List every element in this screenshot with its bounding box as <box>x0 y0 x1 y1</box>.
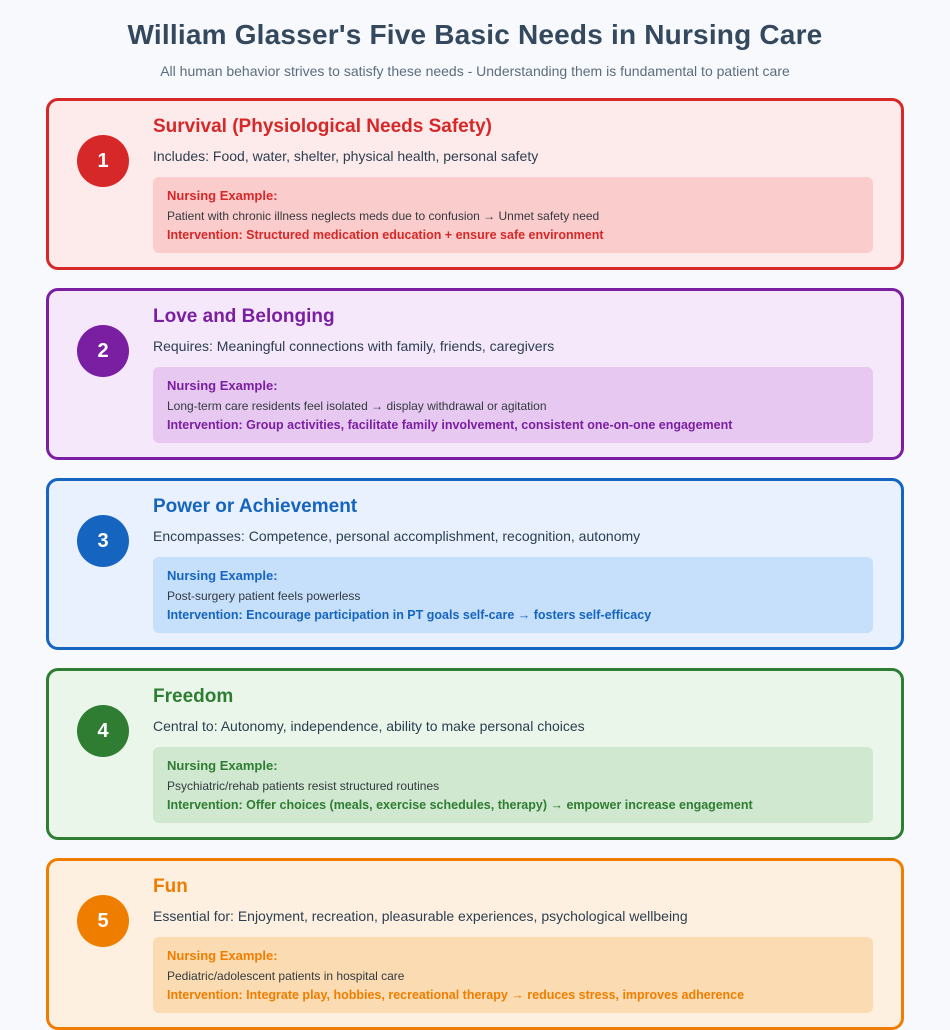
need-description: Central to: Autonomy, independence, ability to make personal choices <box>153 718 585 734</box>
need-description: Requires: Meaningful connections with family, friends, caregivers <box>153 338 555 354</box>
need-description: Encompasses: Competence, personal accomplishment, recognition, autonomy <box>153 528 641 544</box>
intervention-text: Intervention: Group activities, facilitate family involvement, consistent one-on-one engagement <box>167 418 733 432</box>
nursing-example-box <box>153 177 873 253</box>
need-body <box>153 305 873 443</box>
nursing-example-text: Psychiatric/rehab patients resist structured routines <box>167 779 440 793</box>
page-header <box>0 0 950 80</box>
nursing-example-label: Nursing Example: <box>167 568 278 583</box>
intervention-text: Intervention: Offer choices (meals, exercise schedules, therapy) → empower increase engagement <box>167 798 753 812</box>
need-number-badge: 5 <box>77 895 129 947</box>
page-title: William Glasser's Five Basic Needs in Nursing Care <box>127 19 823 50</box>
need-title: Fun <box>153 876 188 897</box>
need-title: Love and Belonging <box>153 306 335 327</box>
nursing-example-label: Nursing Example: <box>167 758 278 773</box>
need-card <box>46 858 904 1030</box>
nursing-example-label: Nursing Example: <box>167 948 278 963</box>
need-number-badge: 2 <box>77 325 129 377</box>
need-body <box>153 875 873 1013</box>
need-title: Survival (Physiological Needs Safety) <box>153 116 492 137</box>
needs-list <box>46 98 904 1030</box>
intervention-text: Intervention: Integrate play, hobbies, recreational therapy → reduces stress, improves adherence <box>167 988 745 1002</box>
need-number-badge: 3 <box>77 515 129 567</box>
need-title: Power or Achievement <box>153 496 358 517</box>
need-body <box>153 495 873 633</box>
intervention-text: Intervention: Encourage participation in PT goals self-care → fosters self-efficacy <box>167 608 652 622</box>
intervention-text: Intervention: Structured medication education + ensure safe environment <box>167 228 604 242</box>
need-body <box>153 685 873 823</box>
nursing-example-text: Patient with chronic illness neglects meds due to confusion → Unmet safety need <box>167 209 600 223</box>
page-subtitle: All human behavior strives to satisfy these needs - Understanding them is fundamental to patient care <box>160 63 790 79</box>
nursing-example-text: Pediatric/adolescent patients in hospital care <box>167 969 405 983</box>
nursing-example-box <box>153 937 873 1013</box>
need-description: Includes: Food, water, shelter, physical health, personal safety <box>153 148 539 164</box>
need-card <box>46 288 904 460</box>
need-card <box>46 98 904 270</box>
nursing-example-text: Post-surgery patient feels powerless <box>167 589 361 603</box>
need-card <box>46 478 904 650</box>
need-title: Freedom <box>153 686 234 707</box>
nursing-example-box <box>153 367 873 443</box>
need-description: Essential for: Enjoyment, recreation, pleasurable experiences, psychological wellbeing <box>153 908 688 924</box>
nursing-example-label: Nursing Example: <box>167 188 278 203</box>
nursing-example-text: Long-term care residents feel isolated → display withdrawal or agitation <box>167 399 547 413</box>
need-card <box>46 668 904 840</box>
need-body <box>153 115 873 253</box>
nursing-example-box <box>153 747 873 823</box>
nursing-example-box <box>153 557 873 633</box>
need-number-badge: 1 <box>77 135 129 187</box>
need-number-badge: 4 <box>77 705 129 757</box>
nursing-example-label: Nursing Example: <box>167 378 278 393</box>
